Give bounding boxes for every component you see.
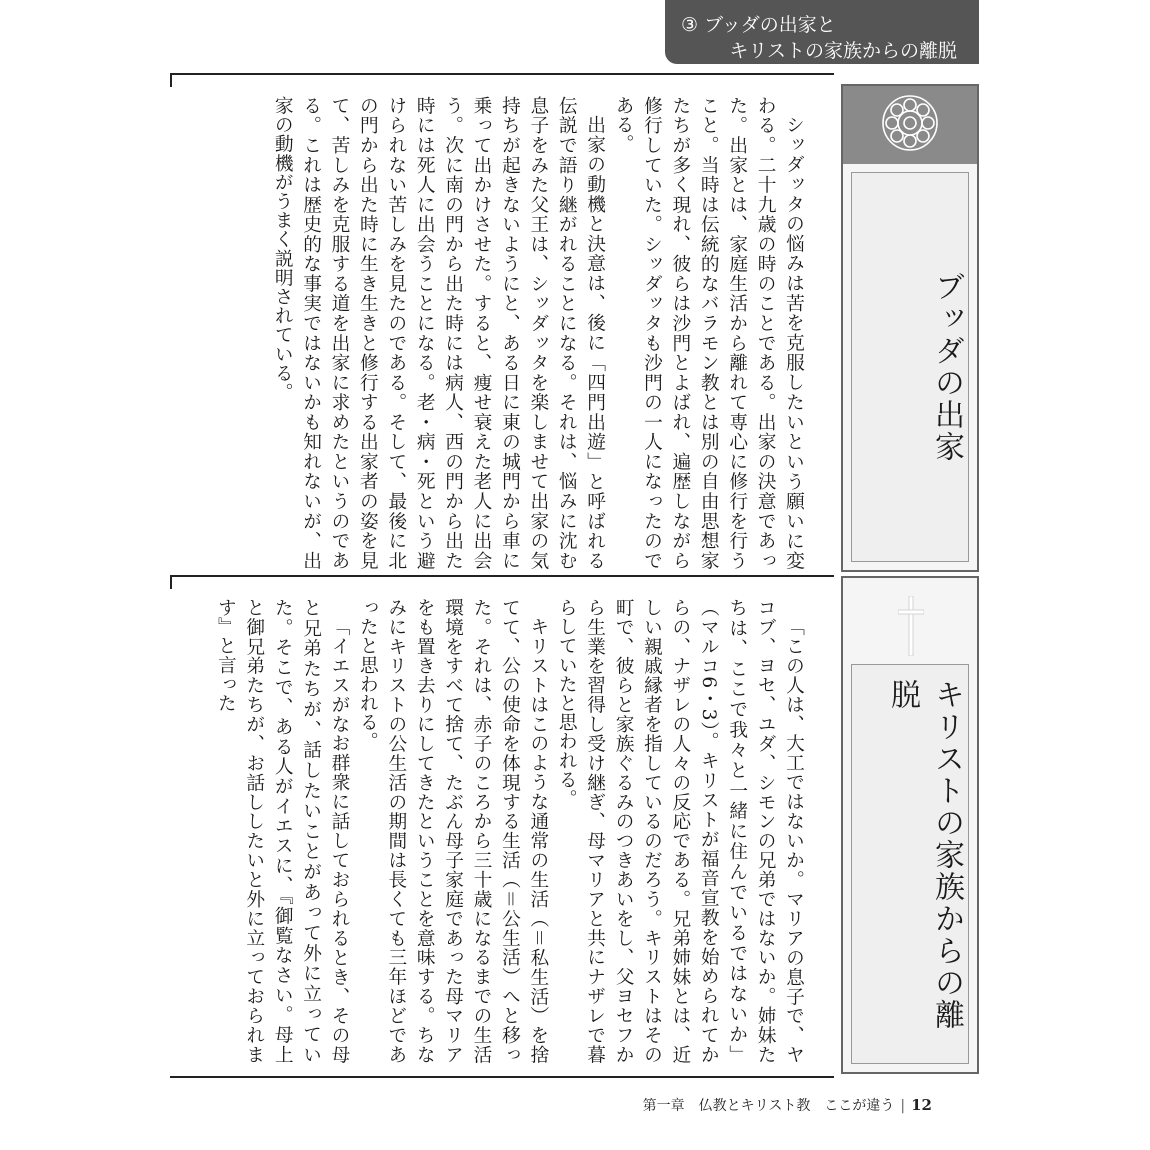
section1-icon-band (843, 86, 977, 164)
section1-label-box (851, 172, 969, 562)
middle-rule (170, 575, 834, 577)
section2-label-box (851, 664, 969, 1064)
chapter-title: 第一章 仏教とキリスト教 ここが違う (642, 1098, 895, 1114)
section-header-line2: キリストの家族からの離脱 (729, 40, 957, 62)
section2-label-panel (841, 576, 979, 1074)
section2-paragraph: キリストはこのような通常の生活（＝私生活）を捨てて、公の使命を体現する生活（＝公生活）へと移った。それは、赤子のころから三十歳になるまでの生活環境をすべて捨て、たぶん母子家庭であった母マリアをも置き去りにしてきたということを意味する。ちなみにキリストの公生活の期間は長くても三年ほどであったと思われる。 (356, 598, 549, 1064)
section1-paragraph: 出家の動機と決意は、後に「四門出遊」と呼ばれる伝説で語り継がれることになる。それは、悩みに沈む息子をみた父王は、シッダッタを楽しませて出家の気持ちが起きないようにと、ある日に東の城門から車に乗って出かけさせた。すると、痩せ衰えた老人に出会う。次に南の門から出た時には病人、西の門から出た時には死人に出会うことになる。老・病・死という避けられない苦しみを見たのである。そして、最後に北の門から出た時に生き生きと修行する出家者の姿を見て、苦しみを克服する道を出家に求めたというのである。これは歴史的な事実ではないかも知れないが、出家の動機がうまく説明されている。 (271, 96, 606, 570)
section1-label-panel (841, 84, 979, 572)
section1-body (267, 96, 807, 570)
page-footer (643, 1095, 932, 1115)
section-header (665, 0, 979, 64)
section2-paragraph: 「この人は、大工ではないか。マリアの息子で、ヤコブ、ヨセ、ユダ、シモンの兄弟ではないか。姉妹たちは、ここで我々と一緒に住んでいるではないか」（マルコ6・3）。キリストが福音宣教を始められてからの、ナザレの人々の反応である。兄弟姉妹とは、近しい親戚縁者を指しているのだろう。キリストはその町で、彼らと家族ぐるみのつきあいをし、父ヨセフから生業を習得し受け継ぎ、母マリアと共にナザレで暮らしていたと思われる。 (555, 598, 804, 1064)
top-rule-tick (170, 73, 172, 87)
section2-paragraph: 「イエスがなお群衆に話しておられるとき、その母と兄弟たちが、話したいことがあって外に立っていた。そこで、ある人がイエスに、『御覧なさい。母上と御兄弟たちが、お話ししたいと外に立っておられます』と言った (214, 598, 350, 1064)
lotus-flower-icon (879, 92, 941, 154)
cross-icon (898, 596, 924, 656)
bottom-rule (170, 1076, 834, 1078)
section2-body (210, 598, 807, 1064)
footer-separator: | (900, 1098, 906, 1114)
section-header-line1: ③ ブッダの出家と (681, 14, 836, 36)
section1-title: ブッダの出家 (929, 271, 964, 463)
section2-title: キリストの家族からの離脱 (885, 679, 964, 1031)
top-rule (170, 73, 834, 75)
page-number: 12 (911, 1096, 932, 1114)
section1-paragraph: シッダッタの悩みは苦を克服したいという願いに変わる。二十九歳の時のことである。出家の決意であった。出家とは、家庭生活から離れて専心に修行を行うこと。当時は伝統的なバラモン教とは別の自由思想家たちが多く現れ、彼らは沙門とよばれ、遍歴しながら修行していた。シッダッタも沙門の一人になったのである。 (612, 96, 804, 570)
middle-rule-tick (170, 575, 172, 589)
